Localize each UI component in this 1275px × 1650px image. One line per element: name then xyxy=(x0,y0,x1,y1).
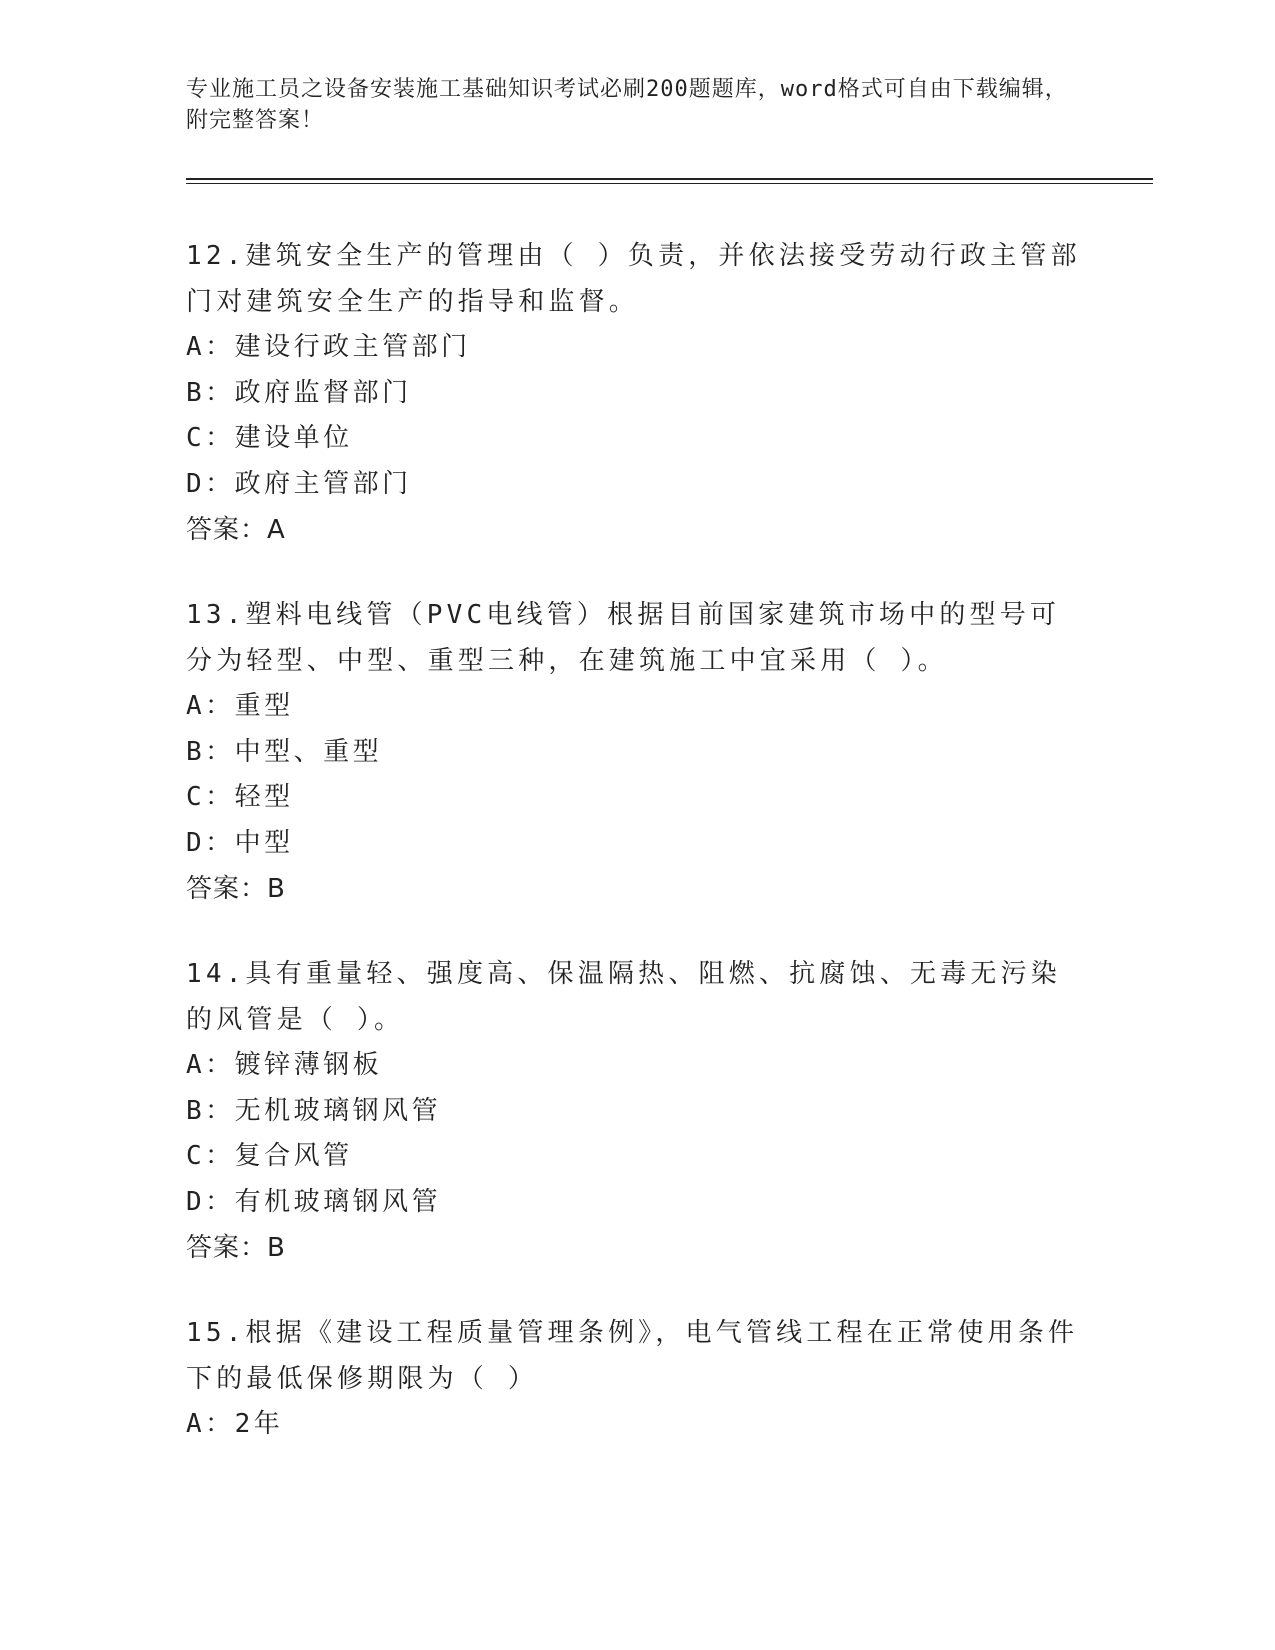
option-a: A：建设行政主管部门 xyxy=(186,332,471,362)
option-c: C：复合风管 xyxy=(186,1141,353,1171)
option-a: A：2年 xyxy=(186,1409,284,1439)
option-d: D：政府主管部门 xyxy=(186,468,412,499)
question-13 xyxy=(186,592,1086,912)
question-stem: 12.建筑安全生产的管理由（ ）负责，并依法接受劳动行政主管部门对建筑安全生产的指导和监督。 xyxy=(186,241,1081,317)
document-header: 专业施工员之设备安装施工基础知识考试必刷200题题库，word格式可自由下载编辑，附完整答案！ xyxy=(186,77,1068,133)
header-divider-thick xyxy=(186,178,1153,180)
option-c: C：建设单位 xyxy=(186,423,353,453)
question-stem: 15.根据《建设工程质量管理条例》，电气管线工程在正常使用条件下的最低保修期限为（ ） xyxy=(186,1318,1079,1394)
option-b: B：无机玻璃钢风管 xyxy=(186,1095,442,1126)
header-divider-thin xyxy=(186,183,1153,184)
question-stem: 14.具有重量轻、强度高、保温隔热、阻燃、抗腐蚀、无毒无污染的风管是（ ）。 xyxy=(186,959,1061,1035)
question-12 xyxy=(186,233,1086,553)
option-a: A：镀锌薄钢板 xyxy=(186,1050,383,1080)
option-c: C：轻型 xyxy=(186,782,294,812)
option-b: B：政府监督部门 xyxy=(186,377,412,408)
answer: 答案：B xyxy=(186,1233,286,1263)
option-a: A：重型 xyxy=(186,691,294,721)
question-list xyxy=(186,233,1086,1487)
question-15 xyxy=(186,1310,1086,1448)
option-d: D：中型 xyxy=(186,827,294,858)
answer: 答案：B xyxy=(186,874,286,904)
option-b: B：中型、重型 xyxy=(186,736,383,767)
answer: 答案：A xyxy=(186,515,286,545)
question-14 xyxy=(186,951,1086,1271)
question-stem: 13.塑料电线管（PVC电线管）根据目前国家建筑市场中的型号可分为轻型、中型、重型三种，在建筑施工中宜采用（ ）。 xyxy=(186,600,1061,676)
option-d: D：有机玻璃钢风管 xyxy=(186,1186,442,1217)
